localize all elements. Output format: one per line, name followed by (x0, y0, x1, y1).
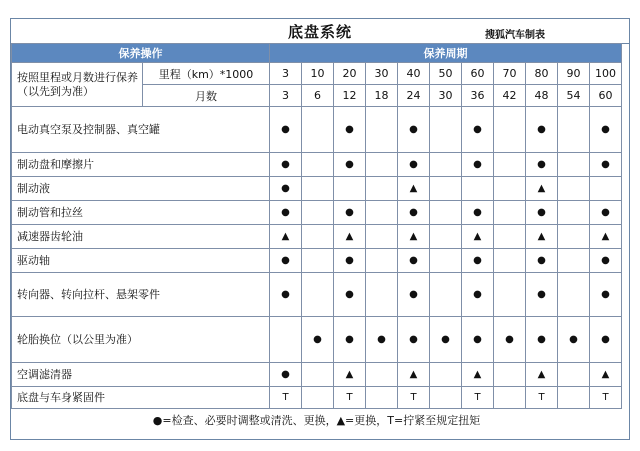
mark-cell: ● (398, 317, 430, 363)
mark-cell (494, 153, 526, 177)
table-row (12, 363, 622, 387)
mark-cell: ▲ (398, 225, 430, 249)
table-row (12, 177, 622, 201)
mileage-value: 40 (398, 63, 430, 85)
mark-cell (366, 225, 398, 249)
header-period: 保养周期 (270, 44, 622, 63)
mark-cell: ● (526, 107, 558, 153)
mark-cell: ● (398, 273, 430, 317)
item-name: 电动真空泵及控制器、真空罐 (12, 107, 270, 153)
mark-cell: ▲ (462, 225, 494, 249)
mark-cell: ▲ (526, 363, 558, 387)
month-value: 18 (366, 85, 398, 107)
mark-cell: ● (270, 153, 302, 177)
mark-cell (430, 201, 462, 225)
mark-cell (430, 273, 462, 317)
mark-cell (430, 225, 462, 249)
mark-cell: T (590, 387, 622, 409)
mark-cell: ● (334, 249, 366, 273)
mark-cell: ● (398, 107, 430, 153)
mark-cell: ● (526, 201, 558, 225)
mark-cell (366, 107, 398, 153)
mark-cell: ● (494, 317, 526, 363)
mark-cell (302, 177, 334, 201)
mark-cell (302, 107, 334, 153)
month-value: 42 (494, 85, 526, 107)
table-row (12, 107, 622, 153)
mark-cell (462, 177, 494, 201)
mark-cell (494, 201, 526, 225)
mark-cell (494, 249, 526, 273)
month-value: 36 (462, 85, 494, 107)
month-value: 6 (302, 85, 334, 107)
mark-cell (430, 177, 462, 201)
mark-cell (558, 225, 590, 249)
mark-cell (558, 201, 590, 225)
mark-cell: ● (462, 201, 494, 225)
mark-cell: ● (462, 273, 494, 317)
mark-cell: ● (462, 153, 494, 177)
table-row (12, 201, 622, 225)
mark-cell: ● (526, 153, 558, 177)
mark-cell: ▲ (590, 363, 622, 387)
mark-cell (302, 273, 334, 317)
mark-cell (366, 273, 398, 317)
mark-cell (430, 107, 462, 153)
mark-cell (366, 387, 398, 409)
mark-cell: T (270, 387, 302, 409)
mark-cell: T (526, 387, 558, 409)
page-title: 底盘系统 (287, 23, 352, 41)
mark-cell (334, 177, 366, 201)
mileage-value: 70 (494, 63, 526, 85)
month-value: 12 (334, 85, 366, 107)
mark-cell (558, 177, 590, 201)
mark-cell (494, 273, 526, 317)
month-label: 月数 (143, 85, 270, 107)
mark-cell (590, 177, 622, 201)
mark-cell: ● (590, 201, 622, 225)
mark-cell: ● (334, 153, 366, 177)
mark-cell: ▲ (590, 225, 622, 249)
mileage-value: 80 (526, 63, 558, 85)
mark-cell: ● (590, 317, 622, 363)
mark-cell (302, 225, 334, 249)
item-name: 空调滤清器 (12, 363, 270, 387)
table-row (12, 317, 622, 363)
mileage-value: 90 (558, 63, 590, 85)
mark-cell (558, 107, 590, 153)
mark-cell: ● (270, 249, 302, 273)
mark-cell (494, 387, 526, 409)
mileage-value: 50 (430, 63, 462, 85)
mark-cell: ● (302, 317, 334, 363)
mark-cell: ● (270, 363, 302, 387)
mark-cell: ▲ (526, 225, 558, 249)
mark-cell (494, 107, 526, 153)
month-value: 54 (558, 85, 590, 107)
mark-cell: ● (590, 153, 622, 177)
header-operation: 保养操作 (12, 44, 270, 63)
mark-cell: ● (526, 249, 558, 273)
mark-cell (558, 273, 590, 317)
mark-cell: ● (334, 201, 366, 225)
mileage-value: 30 (366, 63, 398, 85)
mark-cell (366, 153, 398, 177)
mark-cell: ▲ (270, 225, 302, 249)
mark-cell (558, 249, 590, 273)
table-row (12, 249, 622, 273)
mark-cell: ● (270, 107, 302, 153)
mark-cell (302, 363, 334, 387)
mark-cell (494, 225, 526, 249)
mark-cell: ● (430, 317, 462, 363)
month-value: 30 (430, 85, 462, 107)
mark-cell (430, 387, 462, 409)
mark-cell (302, 201, 334, 225)
mark-cell (430, 153, 462, 177)
month-value: 24 (398, 85, 430, 107)
mark-cell: ▲ (398, 363, 430, 387)
mark-cell (366, 201, 398, 225)
item-name: 制动管和拉丝 (12, 201, 270, 225)
item-name: 制动液 (12, 177, 270, 201)
mark-cell: ● (270, 273, 302, 317)
mark-cell: ● (334, 317, 366, 363)
item-name: 轮胎换位（以公里为准） (12, 317, 270, 363)
mark-cell: ● (334, 107, 366, 153)
item-name: 驱动轴 (12, 249, 270, 273)
mark-cell: T (334, 387, 366, 409)
mileage-value: 100 (590, 63, 622, 85)
title-row (11, 19, 629, 44)
month-value: 3 (270, 85, 302, 107)
mark-cell: ● (398, 153, 430, 177)
table-row (12, 225, 622, 249)
table-row (12, 273, 622, 317)
mark-cell: ● (462, 107, 494, 153)
mark-cell (558, 387, 590, 409)
mark-cell (430, 363, 462, 387)
mark-cell: ● (462, 249, 494, 273)
mark-cell: ● (526, 273, 558, 317)
mark-cell: ● (590, 107, 622, 153)
mark-cell: ● (366, 317, 398, 363)
table-row (12, 387, 622, 409)
maintenance-sheet (10, 18, 630, 440)
mark-cell: ● (558, 317, 590, 363)
mark-cell: ● (590, 273, 622, 317)
mark-cell: ▲ (462, 363, 494, 387)
mark-cell (430, 249, 462, 273)
mileage-value: 20 (334, 63, 366, 85)
mileage-value: 3 (270, 63, 302, 85)
mileage-label: 里程（km）*1000 (143, 63, 270, 85)
mark-cell (366, 363, 398, 387)
table-row (12, 153, 622, 177)
mark-cell: ● (270, 177, 302, 201)
mark-cell: T (462, 387, 494, 409)
mileage-value: 10 (302, 63, 334, 85)
mark-cell: ● (334, 273, 366, 317)
mileage-value: 60 (462, 63, 494, 85)
mark-cell: T (398, 387, 430, 409)
mark-cell: ● (398, 201, 430, 225)
mark-cell: ▲ (334, 363, 366, 387)
mark-cell (558, 153, 590, 177)
mark-cell: ● (270, 201, 302, 225)
mark-cell (302, 153, 334, 177)
mark-cell: ▲ (334, 225, 366, 249)
first-col-label: 按照里程或月数进行保养（以先到为准） (12, 63, 143, 107)
mark-cell (366, 177, 398, 201)
mark-cell: ● (590, 249, 622, 273)
mark-cell: ▲ (526, 177, 558, 201)
mark-cell (558, 363, 590, 387)
mark-cell: ● (398, 249, 430, 273)
mark-cell (302, 249, 334, 273)
mark-cell (494, 177, 526, 201)
mark-cell (270, 317, 302, 363)
legend: ●=检查、必要时调整或清洗、更换，▲=更换，T=拧紧至规定扭矩 (12, 409, 622, 432)
item-name: 底盘与车身紧固件 (12, 387, 270, 409)
item-name: 减速器齿轮油 (12, 225, 270, 249)
item-name: 制动盘和摩擦片 (12, 153, 270, 177)
month-value: 60 (590, 85, 622, 107)
item-name: 转向器、转向拉杆、悬架零件 (12, 273, 270, 317)
mark-cell (494, 363, 526, 387)
mark-cell: ● (526, 317, 558, 363)
month-value: 48 (526, 85, 558, 107)
mark-cell: ● (462, 317, 494, 363)
mark-cell: ▲ (398, 177, 430, 201)
mark-cell (366, 249, 398, 273)
brand-label: 搜狐汽车制表 (485, 30, 545, 41)
mark-cell (302, 387, 334, 409)
maintenance-table (11, 43, 622, 431)
